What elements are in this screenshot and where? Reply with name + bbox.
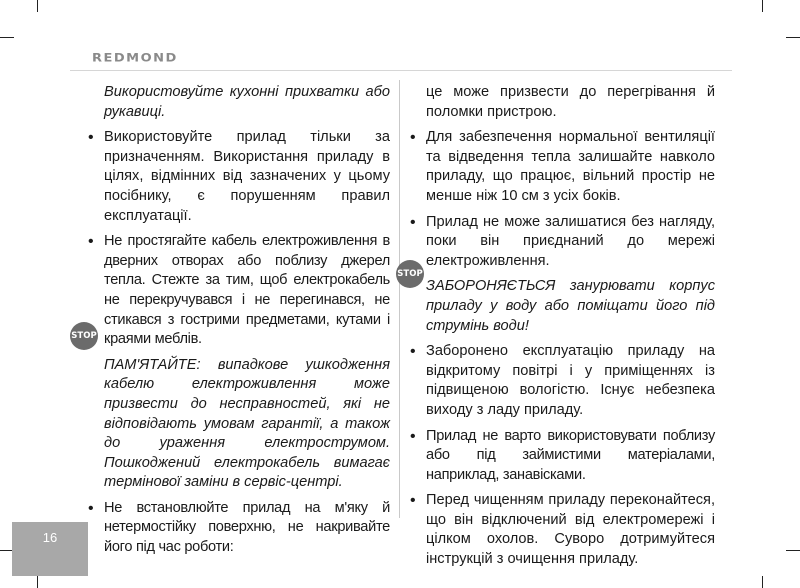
left-column <box>88 83 390 564</box>
bullet-icon: • <box>88 129 94 147</box>
column-separator <box>399 80 400 518</box>
crop-mark <box>37 576 38 588</box>
list-item: • Використовуйте прилад тільки за призначенням. Використання приладу в цілях, відмінних від зазначених у цьому посібнику, є порушенням правил експлуатації. <box>88 129 390 224</box>
page-number: 16 <box>42 530 58 545</box>
bullet-icon: • <box>88 233 94 251</box>
list-item: • Не простягайте кабель електроживлення в дверних отворах або поблизу джерел тепла. Стежте за тим, щоб електрокабель не перекручувався і не перегинався, не стикався з гострими предметами, кутами і краями меблів. <box>88 233 390 348</box>
warning-text: ЗАБОРОНЯЄТЬСЯ занурювати корпус приладу у воду або поміщати його під струмінь води! <box>426 278 715 334</box>
stop-icon: STOP <box>70 322 98 350</box>
bullet-icon: • <box>88 499 94 517</box>
crop-mark <box>762 576 763 588</box>
bullet-icon: • <box>410 427 416 445</box>
list-item: • Прилад не варто використовувати поблизу або під займистими матеріалами, наприклад, занавісками. <box>410 427 715 483</box>
continued-text: Використовуйте кухонні прихватки або рукавиці. <box>104 84 390 120</box>
list-item: • Заборонено експлуатацію приладу на відкритому повітрі і у приміщеннях із підвищеною вологістю. Існує небезпека виходу з ладу приладу. <box>410 343 715 418</box>
right-column <box>410 83 715 576</box>
list-item: • Для забезпечення нормальної вентиляції та відведення тепла залишайте навколо приладу, що працює, вільний простір не менше ніж 10 см з усіх боків. <box>410 129 715 204</box>
crop-mark <box>786 550 800 551</box>
crop-mark <box>786 37 800 38</box>
header-rule <box>70 70 732 71</box>
crop-mark <box>0 37 14 38</box>
bullet-icon: • <box>410 343 416 361</box>
bullet-icon: • <box>410 213 416 231</box>
page-number-box <box>12 522 88 576</box>
brand-logo: REDMOND <box>92 52 178 65</box>
stop-icon: STOP <box>396 260 424 288</box>
bullet-icon: • <box>410 492 416 510</box>
list-item: • Перед чищенням приладу переконайтеся, що він відключений від електромережі і цілком охолов. Суворо дотримуйтеся інструкцій з очищення приладу. <box>410 492 715 568</box>
bullet-icon: • <box>410 129 416 147</box>
list-item: • Не встановлюйте прилад на м'яку й нетермостійку поверхню, не накривайте його під час роботи: <box>88 499 390 556</box>
crop-mark <box>762 0 763 12</box>
continued-text: це може призвести до перегрівання й поломки пристрою. <box>426 84 715 120</box>
list-item: • Прилад не може залишатися без нагляду, поки він приєднаний до мережі електроживлення. <box>410 213 715 269</box>
warning-text: ПАМ'ЯТАЙТЕ: випадкове ушкодження кабелю електроживлення може призвести до несправностей, які не відповідають умовам гарантії, а також до ураження електрострумом. Пошкоджений електрокабель вимагає термінової заміни в сервіс-центрі. <box>104 356 390 491</box>
crop-mark <box>37 0 38 12</box>
